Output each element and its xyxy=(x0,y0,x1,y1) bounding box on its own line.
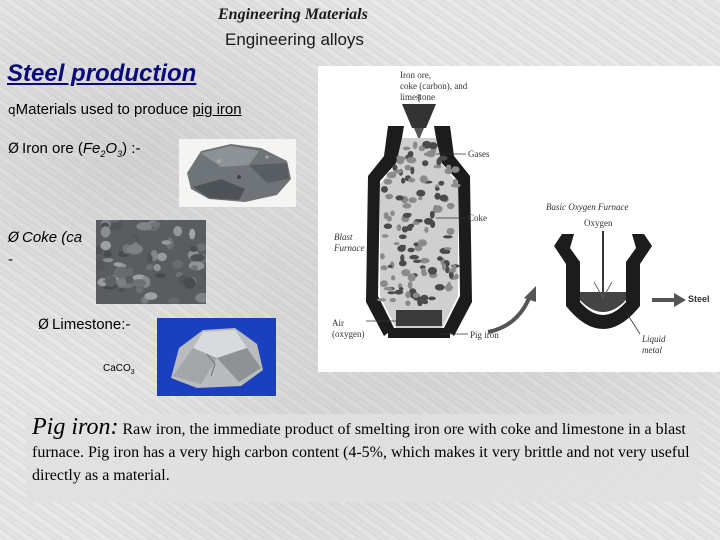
diagram-air-label: Air (oxygen) xyxy=(332,318,365,339)
iron-ore-label: Iron ore ( xyxy=(22,140,83,157)
iron-ore-item xyxy=(8,140,140,159)
materials-bullet xyxy=(8,101,242,118)
limestone-formula: CaCO$_3$ xyxy=(103,363,135,376)
pig-iron-link-text: pig iron xyxy=(192,101,242,118)
header-title: Engineering Materials xyxy=(218,6,368,23)
arrow-bullet-icon: Ø xyxy=(8,230,20,246)
limestone-photo xyxy=(157,318,276,396)
diagram-inputs-label: Iron ore, coke (carbon), and limestone xyxy=(400,70,468,102)
iron-ore-formula: $Fe_2O_3$ xyxy=(82,140,123,159)
diagram-steel-label: Steel xyxy=(688,294,710,304)
coke-photo xyxy=(96,220,206,304)
header-subtitle: Engineering alloys xyxy=(225,30,364,49)
definition-term: Pig iron: xyxy=(32,414,119,440)
diagram-bof-label: Basic Oxygen Furnace xyxy=(546,202,629,212)
diagram-coke-label: Coke xyxy=(468,213,487,223)
definition-text: Raw iron, the immediate product of smelting iron ore with coke and limestone in a blast furnace. Pig iron has a very high carbon content (4-5%, which makes it very brittle and not very useful directly as a material. xyxy=(32,421,690,484)
arrow-bullet-icon: Ø xyxy=(38,317,50,333)
section-title: Steel production xyxy=(7,60,197,87)
diagram-liquid-metal-label: Liquid metal xyxy=(642,334,666,355)
iron-ore-photo xyxy=(179,139,296,207)
iron-ore-tail: ) :- xyxy=(122,140,141,157)
diagram-blast-furnace-label: Blast Furnace xyxy=(334,232,365,253)
limestone-label: Limestone:- xyxy=(52,316,131,333)
coke-dash: - xyxy=(8,251,13,268)
coke-label: Coke (ca xyxy=(22,229,83,246)
bullet-icon: q xyxy=(8,103,16,117)
pig-iron-definition xyxy=(26,414,700,502)
arrow-bullet-icon: Ø xyxy=(8,141,20,157)
materials-lead-text: Materials used to produce xyxy=(15,101,193,118)
diagram-gases-label: Gases xyxy=(468,149,490,159)
limestone-item xyxy=(38,316,130,333)
steelmaking-diagram xyxy=(318,66,720,372)
coke-item xyxy=(8,229,83,268)
diagram-oxygen-label: Oxygen xyxy=(584,218,613,228)
diagram-pig-iron-label: Pig iron xyxy=(470,330,499,340)
